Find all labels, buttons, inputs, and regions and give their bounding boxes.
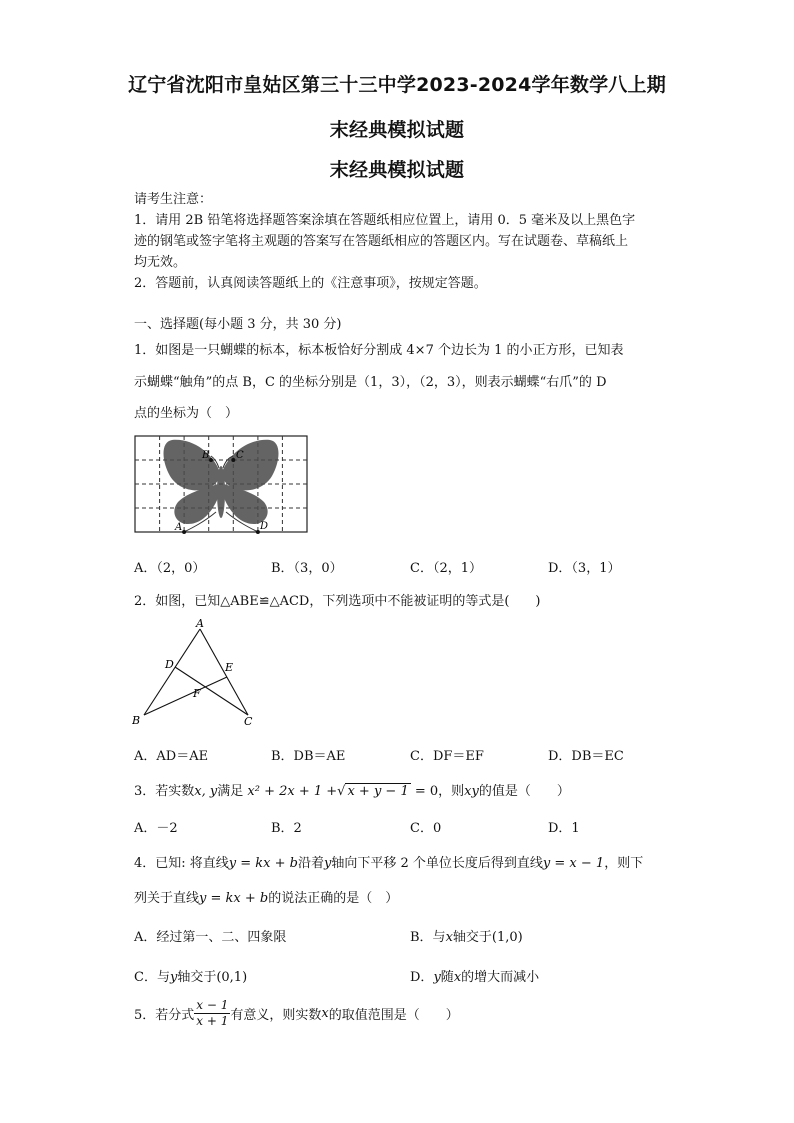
- q4-optd-p1: D．: [410, 970, 434, 985]
- label-c: C: [236, 450, 244, 461]
- notice-item2: 2．答题前，认真阅读答题纸上的《注意事项》，按规定答题。: [134, 276, 487, 291]
- q1-option-c: C．（2，1）: [410, 561, 482, 576]
- q4-option-b: [410, 926, 523, 945]
- q3-option-d: D．1: [548, 821, 580, 836]
- q5-numerator: x − 1: [196, 998, 229, 1012]
- label-a: A: [175, 522, 183, 533]
- q3-eq-sqrt: x + y − 1: [347, 784, 409, 799]
- q2-line1: 2．如图，已知△ABE≌△ACD，下列选项中不能被证明的等式是( ): [134, 594, 541, 609]
- q3-mid: 满足: [217, 784, 244, 799]
- page-title-line1: 辽宁省沈阳市皇姑区第三十三中学2023-2024学年数学八上期: [128, 74, 666, 96]
- q4-line2-p1: 列关于直线: [134, 891, 200, 906]
- q1-option-b: B．（3，0）: [271, 561, 343, 576]
- q3-eq-right: = 0: [414, 784, 439, 799]
- point-c: [231, 458, 235, 462]
- q3-option-c: C．0: [410, 821, 442, 836]
- q3-then: ，则: [438, 784, 465, 799]
- q5-p3: 的取值范围是（ ）: [328, 1008, 459, 1023]
- q4-eq2: y = x − 1: [542, 856, 605, 871]
- q3-suffix: 的值是（ ）: [478, 784, 570, 799]
- q4-optb-var: x: [445, 930, 453, 945]
- q4-option-d: [410, 966, 539, 985]
- sqrt-sign: √: [337, 784, 346, 799]
- q4-optc-p1: C．与: [134, 970, 170, 985]
- notice-heading: 请考生注意：: [134, 192, 213, 207]
- q4-optd-var1: y: [433, 970, 441, 985]
- q4-optc-pt: (0,1): [216, 970, 248, 985]
- q5-line1: [134, 998, 459, 1029]
- q3-eq-left: x² + 2x + 1 +: [247, 784, 338, 799]
- page-title-line2: 末经典模拟试题: [329, 119, 465, 141]
- q3-option-b: B．2: [271, 821, 302, 836]
- label-e: E: [225, 661, 234, 674]
- notice-item1-line2: 迹的钢笔或签字笔将主观题的答案写在答题纸相应的答题区内。写在试题卷、草稿纸上: [134, 234, 629, 249]
- q4-optd-p2: 随: [440, 970, 454, 985]
- triangle-figure: [132, 615, 260, 730]
- q1-option-a: A．（2，0）: [134, 561, 206, 576]
- q4-option-c: [134, 966, 247, 985]
- q2-option-c: C．DF＝EF: [410, 749, 484, 764]
- q4-optb-p2: 轴交于: [452, 930, 492, 945]
- q4-optc-p2: 轴交于: [177, 970, 217, 985]
- q5-xvar: x: [321, 1006, 329, 1021]
- q5-p2: 有意义，则实数: [230, 1008, 322, 1023]
- q1-line2: 示蝴蝶“触角”的点 B，C 的坐标分别是（1，3），（2，3），则表示蝴蝶“右爪”的 D: [134, 375, 607, 390]
- label-f: F: [193, 687, 201, 700]
- q3-vars: x, y: [194, 784, 218, 799]
- q4-optb-pt: (1,0): [491, 930, 523, 945]
- q4-p4: ，则下: [604, 856, 644, 871]
- q5-denominator: x + 1: [196, 1014, 229, 1028]
- label-b: B: [132, 714, 141, 727]
- q3-option-a: A．－2: [134, 821, 178, 836]
- q4-p1: 4．已知: 将直线: [134, 856, 229, 871]
- q4-line2-p2: 的说法正确的是（ ）: [268, 891, 399, 906]
- point-a: [182, 530, 186, 534]
- q4-option-a: A．经过第一、二、四象限: [134, 930, 287, 945]
- side-ac: [200, 629, 248, 715]
- notice-item1-line3: 均无效。: [134, 255, 187, 270]
- q4-eq1: y = kx + b: [228, 856, 298, 871]
- q2-option-b: B．DB＝AE: [271, 749, 346, 764]
- q5-p1: 5．若分式: [134, 1008, 195, 1023]
- label-c: C: [244, 715, 253, 728]
- butterfly-silhouette: [164, 440, 279, 524]
- q5-fraction: [194, 998, 230, 1029]
- label-d: D: [165, 658, 174, 671]
- q1-line3: 点的坐标为（ ）: [134, 406, 239, 421]
- q4-yvar: y: [324, 856, 332, 871]
- page-title-line3: 末经典模拟试题: [329, 159, 465, 181]
- section1-heading: 一、选择题(每小题 3 分，共 30 分): [134, 317, 342, 332]
- q4-p2: 沿着: [298, 856, 325, 871]
- q1-line1: 1．如图是一只蝴蝶的标本，标本板恰好分割成 4×7 个边长为 1 的小正方形，已知表: [134, 343, 624, 358]
- butterfly-figure: [132, 432, 310, 536]
- q4-optb-p1: B．与: [410, 930, 446, 945]
- segment-cd: [175, 667, 248, 715]
- q4-line2: [134, 887, 398, 906]
- q1-option-d: D．（3，1）: [548, 561, 621, 576]
- point-b: [209, 458, 213, 462]
- q3-prefix: 3．若实数: [134, 784, 195, 799]
- q3-xy: xy: [464, 784, 479, 799]
- q4-line1: [134, 852, 643, 871]
- label-a: A: [196, 617, 204, 630]
- q4-eq3: y = kx + b: [199, 891, 269, 906]
- q2-option-a: A．AD＝AE: [134, 749, 209, 764]
- q4-optc-var: y: [169, 970, 178, 985]
- label-d: D: [260, 521, 269, 532]
- notice-item1-line1: 1．请用 2B 铅笔将选择题答案涂填在答题纸相应位置上，请用 0．5 毫米及以上黑色字: [134, 213, 636, 228]
- q4-optd-var2: x: [453, 970, 462, 985]
- q4-p3: 轴向下平移 2 个单位长度后得到直线: [331, 856, 543, 871]
- label-b: B: [202, 450, 210, 461]
- q4-optd-p3: 的增大而减小: [461, 970, 540, 985]
- q2-option-d: D．DB＝EC: [548, 749, 624, 764]
- q3-line1: [134, 780, 570, 799]
